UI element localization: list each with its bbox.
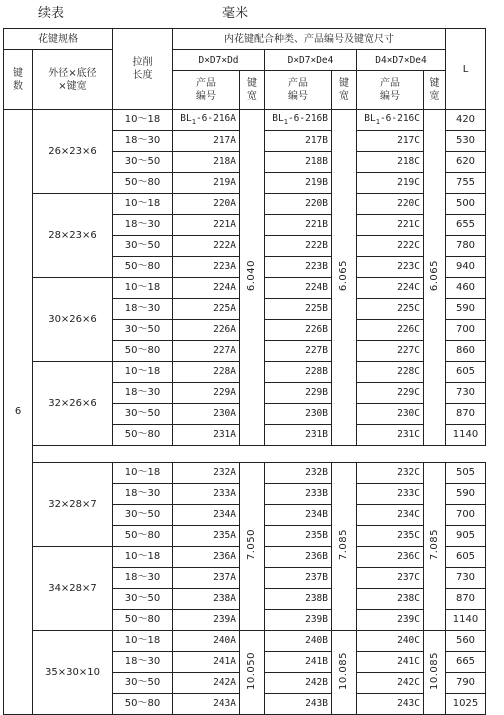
product-no-fit1: 217A bbox=[173, 131, 240, 152]
product-no-fit2: 225B bbox=[265, 299, 332, 320]
L-value-cell: 790 bbox=[446, 673, 486, 694]
L-value-cell: 505 bbox=[446, 463, 486, 484]
key-count-header: 键 数 bbox=[4, 50, 33, 110]
key-width-fit2: 7.085 bbox=[332, 463, 357, 631]
product-no-fit1: 225A bbox=[173, 299, 240, 320]
product-no-fit3: $BL_1-6-216C$ bbox=[357, 110, 424, 131]
spline-spec-cell: 34×28×7 bbox=[33, 547, 113, 631]
broach-length-cell: 18～30 bbox=[113, 652, 173, 673]
L-value-cell: 460 bbox=[446, 278, 486, 299]
product-no-fit3: 239C bbox=[357, 610, 424, 631]
L-value-cell: 700 bbox=[446, 320, 486, 341]
product-no-fit2: 239B bbox=[265, 610, 332, 631]
L-value-cell: 940 bbox=[446, 257, 486, 278]
product-no-fit2: 219B bbox=[265, 173, 332, 194]
L-value-cell: 620 bbox=[446, 152, 486, 173]
product-no-fit1: 236A bbox=[173, 547, 240, 568]
L-value-cell: 1140 bbox=[446, 425, 486, 446]
spline-spec-cell: 30×26×6 bbox=[33, 278, 113, 362]
key-width-fit2: 6.065 bbox=[332, 110, 357, 446]
L-value-cell: 605 bbox=[446, 362, 486, 383]
spline-spec-header: 花键规格 bbox=[4, 29, 113, 50]
product-no-fit3: 221C bbox=[357, 215, 424, 236]
product-no-fit1: 219A bbox=[173, 173, 240, 194]
L-value-cell: 1140 bbox=[446, 610, 486, 631]
fit3-header: D4×D7×De4 bbox=[357, 50, 446, 71]
key-width-header-3: 键 宽 bbox=[424, 71, 446, 110]
key-width-header-1: 键 宽 bbox=[240, 71, 265, 110]
product-no-fit1: 243A bbox=[173, 694, 240, 715]
product-no-fit2: 224B bbox=[265, 278, 332, 299]
product-no-fit1: 240A bbox=[173, 631, 240, 652]
product-no-fit1: 227A bbox=[173, 341, 240, 362]
product-no-fit3: 243C bbox=[357, 694, 424, 715]
product-no-fit3: 236C bbox=[357, 547, 424, 568]
product-no-fit1: 226A bbox=[173, 320, 240, 341]
broach-length-cell: 50～80 bbox=[113, 341, 173, 362]
broach-length-cell: 50～80 bbox=[113, 425, 173, 446]
unit-label: 毫米 bbox=[222, 6, 249, 21]
product-no-fit2: 223B bbox=[265, 257, 332, 278]
broach-length-cell: 10～18 bbox=[113, 110, 173, 131]
product-no-fit1: 223A bbox=[173, 257, 240, 278]
broach-length-cell: 10～18 bbox=[113, 547, 173, 568]
product-no-fit1: 237A bbox=[173, 568, 240, 589]
L-value-cell: 500 bbox=[446, 194, 486, 215]
gap-cell bbox=[240, 446, 265, 463]
broach-length-cell: 50～80 bbox=[113, 694, 173, 715]
product-no-fit1: 241A bbox=[173, 652, 240, 673]
broach-length-cell: 50～80 bbox=[113, 610, 173, 631]
L-value-cell: 730 bbox=[446, 383, 486, 404]
product-no-fit1: 224A bbox=[173, 278, 240, 299]
product-no-fit3: 218C bbox=[357, 152, 424, 173]
broach-length-cell: 50～80 bbox=[113, 526, 173, 547]
product-no-fit3: 238C bbox=[357, 589, 424, 610]
product-no-fit3: 235C bbox=[357, 526, 424, 547]
broach-length-cell: 50～80 bbox=[113, 257, 173, 278]
broach-length-cell: 10～18 bbox=[113, 631, 173, 652]
product-no-fit1: $BL_1-6-216A$ bbox=[173, 110, 240, 131]
product-no-fit2: 236B bbox=[265, 547, 332, 568]
spline-spec-cell: 32×28×7 bbox=[33, 463, 113, 547]
broach-length-cell: 30～50 bbox=[113, 320, 173, 341]
product-no-fit2: 220B bbox=[265, 194, 332, 215]
key-width-fit3: 6.065 bbox=[424, 110, 446, 446]
L-value-cell: 1025 bbox=[446, 694, 486, 715]
product-no-fit1: 238A bbox=[173, 589, 240, 610]
key-width-fit3: 10.085 bbox=[424, 631, 446, 715]
product-no-header-2: 产品 编号 bbox=[265, 71, 332, 110]
L-value-cell: 665 bbox=[446, 652, 486, 673]
key-width-header-2: 键 宽 bbox=[332, 71, 357, 110]
product-no-fit3: 223C bbox=[357, 257, 424, 278]
product-no-fit1: 228A bbox=[173, 362, 240, 383]
product-no-header-1: 产品 编号 bbox=[173, 71, 240, 110]
product-no-fit2: 230B bbox=[265, 404, 332, 425]
key-count-cell: 6 bbox=[4, 110, 33, 715]
product-no-fit3: 219C bbox=[357, 173, 424, 194]
fit1-header: D×D7×Dd bbox=[173, 50, 265, 71]
L-value-cell: 700 bbox=[446, 505, 486, 526]
L-value-cell: 730 bbox=[446, 568, 486, 589]
combo-header: 内花键配合种类、产品编号及键宽尺寸 bbox=[173, 29, 446, 50]
od-rd-width-header: 外径×底径 ×键宽 bbox=[33, 50, 113, 110]
broach-length-cell: 30～50 bbox=[113, 673, 173, 694]
product-no-fit2: 234B bbox=[265, 505, 332, 526]
L-value-cell: 755 bbox=[446, 173, 486, 194]
product-no-fit1: 218A bbox=[173, 152, 240, 173]
L-value-cell: 605 bbox=[446, 547, 486, 568]
broach-length-cell: 18～30 bbox=[113, 568, 173, 589]
broach-length-cell: 18～30 bbox=[113, 484, 173, 505]
product-no-fit2: 243B bbox=[265, 694, 332, 715]
product-no-fit1: 221A bbox=[173, 215, 240, 236]
gap-cell bbox=[357, 446, 424, 463]
product-no-fit3: 228C bbox=[357, 362, 424, 383]
product-no-fit3: 222C bbox=[357, 236, 424, 257]
product-no-fit3: 234C bbox=[357, 505, 424, 526]
product-no-fit3: 240C bbox=[357, 631, 424, 652]
product-no-fit3: 217C bbox=[357, 131, 424, 152]
product-no-fit1: 242A bbox=[173, 673, 240, 694]
key-width-fit1: 10.050 bbox=[240, 631, 265, 715]
product-no-fit1: 229A bbox=[173, 383, 240, 404]
product-no-fit1: 234A bbox=[173, 505, 240, 526]
product-no-fit2: 237B bbox=[265, 568, 332, 589]
broach-length-cell: 30～50 bbox=[113, 589, 173, 610]
L-value-cell: 870 bbox=[446, 404, 486, 425]
L-value-cell: 780 bbox=[446, 236, 486, 257]
table-break bbox=[4, 446, 486, 463]
product-no-fit1: 222A bbox=[173, 236, 240, 257]
product-no-fit2: 235B bbox=[265, 526, 332, 547]
product-no-fit1: 239A bbox=[173, 610, 240, 631]
product-no-fit2: 226B bbox=[265, 320, 332, 341]
broach-length-cell: 18～30 bbox=[113, 383, 173, 404]
broach-length-cell: 30～50 bbox=[113, 236, 173, 257]
product-no-fit3: 225C bbox=[357, 299, 424, 320]
spline-spec-cell: 26×23×6 bbox=[33, 110, 113, 194]
broach-length-cell: 10～18 bbox=[113, 463, 173, 484]
broach-length-cell: 18～30 bbox=[113, 299, 173, 320]
gap-cell bbox=[332, 446, 357, 463]
product-no-fit2: 221B bbox=[265, 215, 332, 236]
product-no-fit2: 240B bbox=[265, 631, 332, 652]
broach-length-cell: 18～30 bbox=[113, 131, 173, 152]
table-row bbox=[4, 110, 486, 131]
product-no-fit2: 229B bbox=[265, 383, 332, 404]
product-no-fit2: 228B bbox=[265, 362, 332, 383]
product-no-fit2: $BL_1-6-216B$ bbox=[265, 110, 332, 131]
spline-spec-cell: 35×30×10 bbox=[33, 631, 113, 715]
product-no-fit3: 227C bbox=[357, 341, 424, 362]
product-no-fit3: 237C bbox=[357, 568, 424, 589]
product-no-fit2: 241B bbox=[265, 652, 332, 673]
product-no-fit3: 230C bbox=[357, 404, 424, 425]
product-no-fit2: 238B bbox=[265, 589, 332, 610]
product-no-fit3: 231C bbox=[357, 425, 424, 446]
L-value-cell: 905 bbox=[446, 526, 486, 547]
product-no-fit2: 233B bbox=[265, 484, 332, 505]
table-row bbox=[4, 631, 486, 652]
L-value-cell: 590 bbox=[446, 299, 486, 320]
L-value-cell: 530 bbox=[446, 131, 486, 152]
key-width-fit1: 7.050 bbox=[240, 463, 265, 631]
L-value-cell: 870 bbox=[446, 589, 486, 610]
key-width-fit3: 7.085 bbox=[424, 463, 446, 631]
gap-cell bbox=[113, 446, 173, 463]
product-no-fit2: 222B bbox=[265, 236, 332, 257]
key-width-fit2: 10.085 bbox=[332, 631, 357, 715]
spline-spec-cell: 28×23×6 bbox=[33, 194, 113, 278]
product-no-fit2: 217B bbox=[265, 131, 332, 152]
product-no-fit2: 242B bbox=[265, 673, 332, 694]
key-width-fit1: 6.040 bbox=[240, 110, 265, 446]
broach-length-cell: 30～50 bbox=[113, 152, 173, 173]
L-value-cell: 860 bbox=[446, 341, 486, 362]
broach-length-cell: 18～30 bbox=[113, 215, 173, 236]
spline-broach-table bbox=[3, 28, 486, 715]
product-no-fit1: 232A bbox=[173, 463, 240, 484]
gap-cell bbox=[33, 446, 113, 463]
product-no-fit2: 227B bbox=[265, 341, 332, 362]
product-no-fit3: 242C bbox=[357, 673, 424, 694]
broach-length-cell: 50～80 bbox=[113, 173, 173, 194]
broach-length-cell: 30～50 bbox=[113, 404, 173, 425]
product-no-fit3: 224C bbox=[357, 278, 424, 299]
fit2-header: D×D7×De4 bbox=[265, 50, 357, 71]
broach-length-cell: 10～18 bbox=[113, 278, 173, 299]
gap-cell bbox=[424, 446, 446, 463]
L-value-cell: 560 bbox=[446, 631, 486, 652]
L-header: L bbox=[446, 29, 486, 110]
product-no-fit1: 220A bbox=[173, 194, 240, 215]
product-no-fit2: 231B bbox=[265, 425, 332, 446]
product-no-fit1: 230A bbox=[173, 404, 240, 425]
spline-spec-cell: 32×26×6 bbox=[33, 362, 113, 446]
product-no-header-3: 产品 编号 bbox=[357, 71, 424, 110]
product-no-fit1: 233A bbox=[173, 484, 240, 505]
product-no-fit2: 232B bbox=[265, 463, 332, 484]
product-no-fit3: 226C bbox=[357, 320, 424, 341]
broach-length-cell: 10～18 bbox=[113, 362, 173, 383]
product-no-fit3: 241C bbox=[357, 652, 424, 673]
broach-length-cell: 30～50 bbox=[113, 505, 173, 526]
gap-cell bbox=[173, 446, 240, 463]
product-no-fit3: 233C bbox=[357, 484, 424, 505]
continued-label: 续表 bbox=[38, 6, 65, 21]
broach-length-cell: 10～18 bbox=[113, 194, 173, 215]
gap-cell bbox=[265, 446, 332, 463]
product-no-fit1: 235A bbox=[173, 526, 240, 547]
table-row bbox=[4, 463, 486, 484]
product-no-fit1: 231A bbox=[173, 425, 240, 446]
broach-length-header: 拉削 长度 bbox=[113, 29, 173, 110]
L-value-cell: 590 bbox=[446, 484, 486, 505]
product-no-fit3: 232C bbox=[357, 463, 424, 484]
product-no-fit2: 218B bbox=[265, 152, 332, 173]
L-value-cell: 655 bbox=[446, 215, 486, 236]
product-no-fit3: 229C bbox=[357, 383, 424, 404]
product-no-fit3: 220C bbox=[357, 194, 424, 215]
L-value-cell: 420 bbox=[446, 110, 486, 131]
gap-cell bbox=[446, 446, 486, 463]
